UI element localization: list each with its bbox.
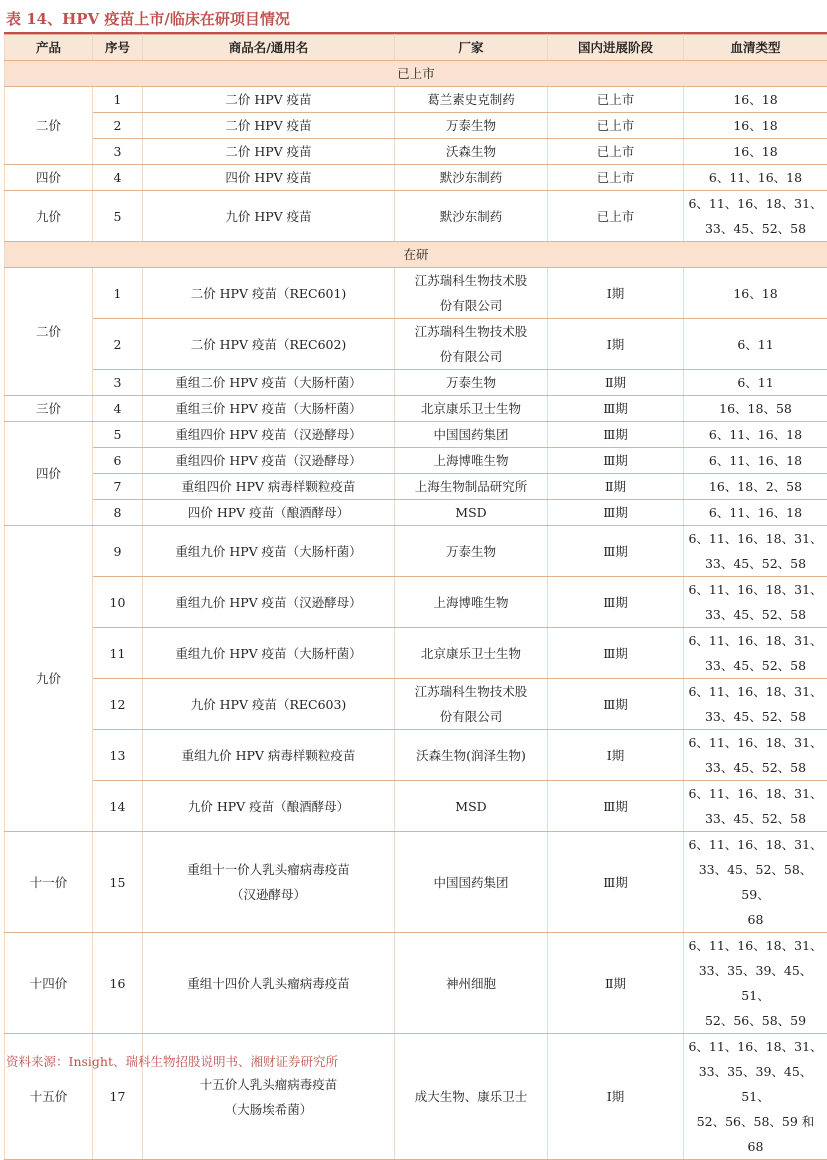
- cell-name: 重组四价 HPV 病毒样颗粒疫苗: [143, 474, 395, 500]
- cell-line: 6、11、16、18、31、: [688, 933, 823, 958]
- table-row: [5, 933, 827, 1034]
- cell-no: 12: [93, 679, 143, 730]
- header-maker: 厂家: [395, 35, 548, 61]
- table-row: [5, 832, 827, 933]
- product-group: 四价: [5, 422, 93, 526]
- cell-name: 重组九价 HPV 疫苗（汉逊酵母）: [143, 577, 395, 628]
- cell-line: 33、45、52、58、59、: [688, 857, 823, 907]
- cell-maker: 沃森生物(润泽生物): [395, 730, 548, 781]
- table-row: [5, 396, 827, 422]
- cell-stage: Ⅰ期: [548, 268, 684, 319]
- cell-no: 1: [93, 87, 143, 113]
- cell-name: 四价 HPV 疫苗（酿酒酵母）: [143, 500, 395, 526]
- cell-maker: 葛兰素史克制药: [395, 87, 548, 113]
- cell-stage: Ⅲ期: [548, 526, 684, 577]
- cell-stage: Ⅲ期: [548, 500, 684, 526]
- cell-line: 52、56、58、59: [688, 1008, 823, 1033]
- cell-line: 6、11、16、18、31、: [688, 526, 823, 551]
- table-row: [5, 448, 827, 474]
- cell-maker: 北京康乐卫士生物: [395, 396, 548, 422]
- cell-name: 二价 HPV 疫苗: [143, 113, 395, 139]
- cell-no: 10: [93, 577, 143, 628]
- header-stage: 国内进展阶段: [548, 35, 684, 61]
- cell-maker: 上海博唯生物: [395, 448, 548, 474]
- cell-serotype: 16、18: [684, 113, 827, 139]
- cell-maker: MSD: [395, 500, 548, 526]
- cell-serotype: [684, 933, 827, 1034]
- cell-stage: Ⅰ期: [548, 319, 684, 370]
- cell-name: 二价 HPV 疫苗（REC602): [143, 319, 395, 370]
- header-row: [5, 35, 827, 61]
- cell-line: 33、45、52、58: [688, 216, 823, 241]
- hpv-vaccine-table: [4, 34, 827, 1160]
- cell-no: 4: [93, 396, 143, 422]
- cell-name: 九价 HPV 疫苗（酿酒酵母）: [143, 781, 395, 832]
- cell-name: 九价 HPV 疫苗（REC603): [143, 679, 395, 730]
- cell-stage: Ⅰ期: [548, 1034, 684, 1160]
- table-row: [5, 370, 827, 396]
- cell-stage: Ⅲ期: [548, 628, 684, 679]
- cell-name: 重组九价 HPV 病毒样颗粒疫苗: [143, 730, 395, 781]
- cell-stage: 已上市: [548, 191, 684, 242]
- cell-stage: Ⅲ期: [548, 422, 684, 448]
- cell-stage: Ⅲ期: [548, 396, 684, 422]
- table-title: 表 14、HPV 疫苗上市/临床在研项目情况: [6, 7, 290, 31]
- cell-no: 14: [93, 781, 143, 832]
- cell-maker: 默沙东制药: [395, 191, 548, 242]
- table-row: [5, 500, 827, 526]
- cell-no: 5: [93, 422, 143, 448]
- cell-line: 33、45、52、58: [688, 551, 823, 576]
- cell-line: 68: [688, 907, 823, 932]
- cell-maker: 上海博唯生物: [395, 577, 548, 628]
- cell-maker: 万泰生物: [395, 526, 548, 577]
- cell-line: 33、45、52、58: [688, 704, 823, 729]
- cell-line: 江苏瑞科生物技术股: [399, 679, 543, 704]
- cell-name: 二价 HPV 疫苗: [143, 87, 395, 113]
- cell-serotype: [684, 1034, 827, 1160]
- table-row: [5, 139, 827, 165]
- cell-line: 江苏瑞科生物技术股: [399, 268, 543, 293]
- cell-line: 江苏瑞科生物技术股: [399, 319, 543, 344]
- cell-no: 11: [93, 628, 143, 679]
- table-row: [5, 191, 827, 242]
- cell-line: 份有限公司: [399, 344, 543, 369]
- table-row: [5, 781, 827, 832]
- cell-no: 13: [93, 730, 143, 781]
- product-group: 九价: [5, 191, 93, 242]
- cell-name: 二价 HPV 疫苗（REC601): [143, 268, 395, 319]
- cell-line: 6、11、16、18、31、: [688, 832, 823, 857]
- cell-line: 6、11、16、18、31、: [688, 679, 823, 704]
- cell-stage: Ⅲ期: [548, 832, 684, 933]
- cell-name: 重组二价 HPV 疫苗（大肠杆菌）: [143, 370, 395, 396]
- cell-stage: Ⅲ期: [548, 448, 684, 474]
- cell-stage: Ⅲ期: [548, 679, 684, 730]
- cell-line: 6、11、16、18、31、: [688, 730, 823, 755]
- cell-name: 四价 HPV 疫苗: [143, 165, 395, 191]
- cell-line: 33、45、52、58: [688, 653, 823, 678]
- cell-serotype: [684, 679, 827, 730]
- product-group: 二价: [5, 87, 93, 165]
- cell-serotype: [684, 577, 827, 628]
- cell-line: 份有限公司: [399, 704, 543, 729]
- cell-name: 重组三价 HPV 疫苗（大肠杆菌）: [143, 396, 395, 422]
- table-row: [5, 730, 827, 781]
- cell-line: （大肠埃希菌）: [147, 1097, 390, 1122]
- product-group: 三价: [5, 396, 93, 422]
- cell-line: 33、35、39、45、51、: [688, 1059, 823, 1109]
- section-row-market: [5, 61, 827, 87]
- cell-maker: 沃森生物: [395, 139, 548, 165]
- product-group: 十五价: [5, 1034, 93, 1160]
- cell-serotype: 16、18、2、58: [684, 474, 827, 500]
- section-row-dev: [5, 242, 827, 268]
- cell-serotype: 6、11: [684, 319, 827, 370]
- cell-line: 33、35、39、45、51、: [688, 958, 823, 1008]
- table-row: [5, 87, 827, 113]
- section-label-market: 已上市: [5, 61, 827, 87]
- cell-line: 6、11、16、18、31、: [688, 191, 823, 216]
- cell-serotype: [684, 191, 827, 242]
- table-row: [5, 165, 827, 191]
- cell-no: 3: [93, 139, 143, 165]
- table-row: [5, 319, 827, 370]
- cell-serotype: 6、11、16、18: [684, 165, 827, 191]
- cell-maker: 中国国药集团: [395, 422, 548, 448]
- cell-line: 33、45、52、58: [688, 755, 823, 780]
- table-row: [5, 628, 827, 679]
- cell-serotype: 16、18: [684, 139, 827, 165]
- cell-line: 33、45、52、58: [688, 602, 823, 627]
- cell-line: 重组十一价人乳头瘤病毒疫苗: [147, 857, 390, 882]
- table-row: [5, 268, 827, 319]
- cell-no: 4: [93, 165, 143, 191]
- table-row: [5, 577, 827, 628]
- cell-no: 17: [93, 1034, 143, 1160]
- cell-no: 5: [93, 191, 143, 242]
- cell-line: 52、56、58、59 和 68: [688, 1109, 823, 1159]
- cell-line: 6、11、16、18、31、: [688, 577, 823, 602]
- cell-name: 重组九价 HPV 疫苗（大肠杆菌）: [143, 526, 395, 577]
- table-row: [5, 113, 827, 139]
- cell-serotype: 6、11、16、18: [684, 500, 827, 526]
- cell-stage: Ⅰ期: [548, 730, 684, 781]
- cell-serotype: 6、11、16、18: [684, 448, 827, 474]
- cell-line: 份有限公司: [399, 293, 543, 318]
- header-product: 产品: [5, 35, 93, 61]
- cell-line: 6、11、16、18、31、: [688, 781, 823, 806]
- cell-stage: Ⅱ期: [548, 933, 684, 1034]
- cell-maker: 万泰生物: [395, 113, 548, 139]
- cell-no: 15: [93, 832, 143, 933]
- section-label-dev: 在研: [5, 242, 827, 268]
- cell-no: 3: [93, 370, 143, 396]
- header-serotype: 血清类型: [684, 35, 827, 61]
- cell-stage: 已上市: [548, 113, 684, 139]
- cell-maker: 上海生物制品研究所: [395, 474, 548, 500]
- product-group: 十一价: [5, 832, 93, 933]
- cell-no: 7: [93, 474, 143, 500]
- cell-no: 8: [93, 500, 143, 526]
- cell-serotype: 6、11、16、18: [684, 422, 827, 448]
- cell-name: [143, 832, 395, 933]
- cell-line: 33、45、52、58: [688, 806, 823, 831]
- cell-stage: 已上市: [548, 87, 684, 113]
- header-name: 商品名/通用名: [143, 35, 395, 61]
- cell-maker: 默沙东制药: [395, 165, 548, 191]
- table-row: [5, 422, 827, 448]
- cell-stage: Ⅲ期: [548, 577, 684, 628]
- cell-maker: [395, 268, 548, 319]
- cell-serotype: [684, 628, 827, 679]
- cell-name: 重组九价 HPV 疫苗（大肠杆菌）: [143, 628, 395, 679]
- product-group: 二价: [5, 268, 93, 396]
- cell-no: 16: [93, 933, 143, 1034]
- cell-maker: MSD: [395, 781, 548, 832]
- cell-serotype: [684, 526, 827, 577]
- cell-serotype: [684, 730, 827, 781]
- cell-no: 9: [93, 526, 143, 577]
- product-group: 九价: [5, 526, 93, 832]
- cell-line: 6、11、16、18、31、: [688, 1034, 823, 1059]
- cell-line: 6、11、16、18、31、: [688, 628, 823, 653]
- cell-maker: 成大生物、康乐卫士: [395, 1034, 548, 1160]
- header-no: 序号: [93, 35, 143, 61]
- cell-no: 6: [93, 448, 143, 474]
- cell-stage: Ⅱ期: [548, 474, 684, 500]
- cell-name: 二价 HPV 疫苗: [143, 139, 395, 165]
- cell-stage: 已上市: [548, 165, 684, 191]
- cell-stage: Ⅱ期: [548, 370, 684, 396]
- cell-name: 重组四价 HPV 疫苗（汉逊酵母）: [143, 448, 395, 474]
- cell-maker: [395, 319, 548, 370]
- cell-serotype: [684, 781, 827, 832]
- cell-stage: Ⅲ期: [548, 781, 684, 832]
- cell-no: 2: [93, 319, 143, 370]
- cell-name: 重组四价 HPV 疫苗（汉逊酵母）: [143, 422, 395, 448]
- cell-serotype: [684, 832, 827, 933]
- cell-line: （汉逊酵母）: [147, 882, 390, 907]
- source-note: 资料来源：Insight、瑞科生物招股说明书、湘财证券研究所: [6, 1052, 338, 1070]
- cell-maker: 北京康乐卫士生物: [395, 628, 548, 679]
- cell-serotype: 6、11: [684, 370, 827, 396]
- cell-no: 2: [93, 113, 143, 139]
- product-group: 十四价: [5, 933, 93, 1034]
- cell-name: 重组十四价人乳头瘤病毒疫苗: [143, 933, 395, 1034]
- table-row: [5, 679, 827, 730]
- cell-no: 1: [93, 268, 143, 319]
- cell-serotype: 16、18: [684, 87, 827, 113]
- table-row: [5, 474, 827, 500]
- cell-maker: 中国国药集团: [395, 832, 548, 933]
- cell-stage: 已上市: [548, 139, 684, 165]
- product-group: 四价: [5, 165, 93, 191]
- table-row: [5, 526, 827, 577]
- cell-line: 十五价人乳头瘤病毒疫苗: [147, 1072, 390, 1097]
- cell-serotype: 16、18、58: [684, 396, 827, 422]
- cell-serotype: 16、18: [684, 268, 827, 319]
- cell-name: 九价 HPV 疫苗: [143, 191, 395, 242]
- cell-maker: 万泰生物: [395, 370, 548, 396]
- cell-maker: [395, 679, 548, 730]
- cell-maker: 神州细胞: [395, 933, 548, 1034]
